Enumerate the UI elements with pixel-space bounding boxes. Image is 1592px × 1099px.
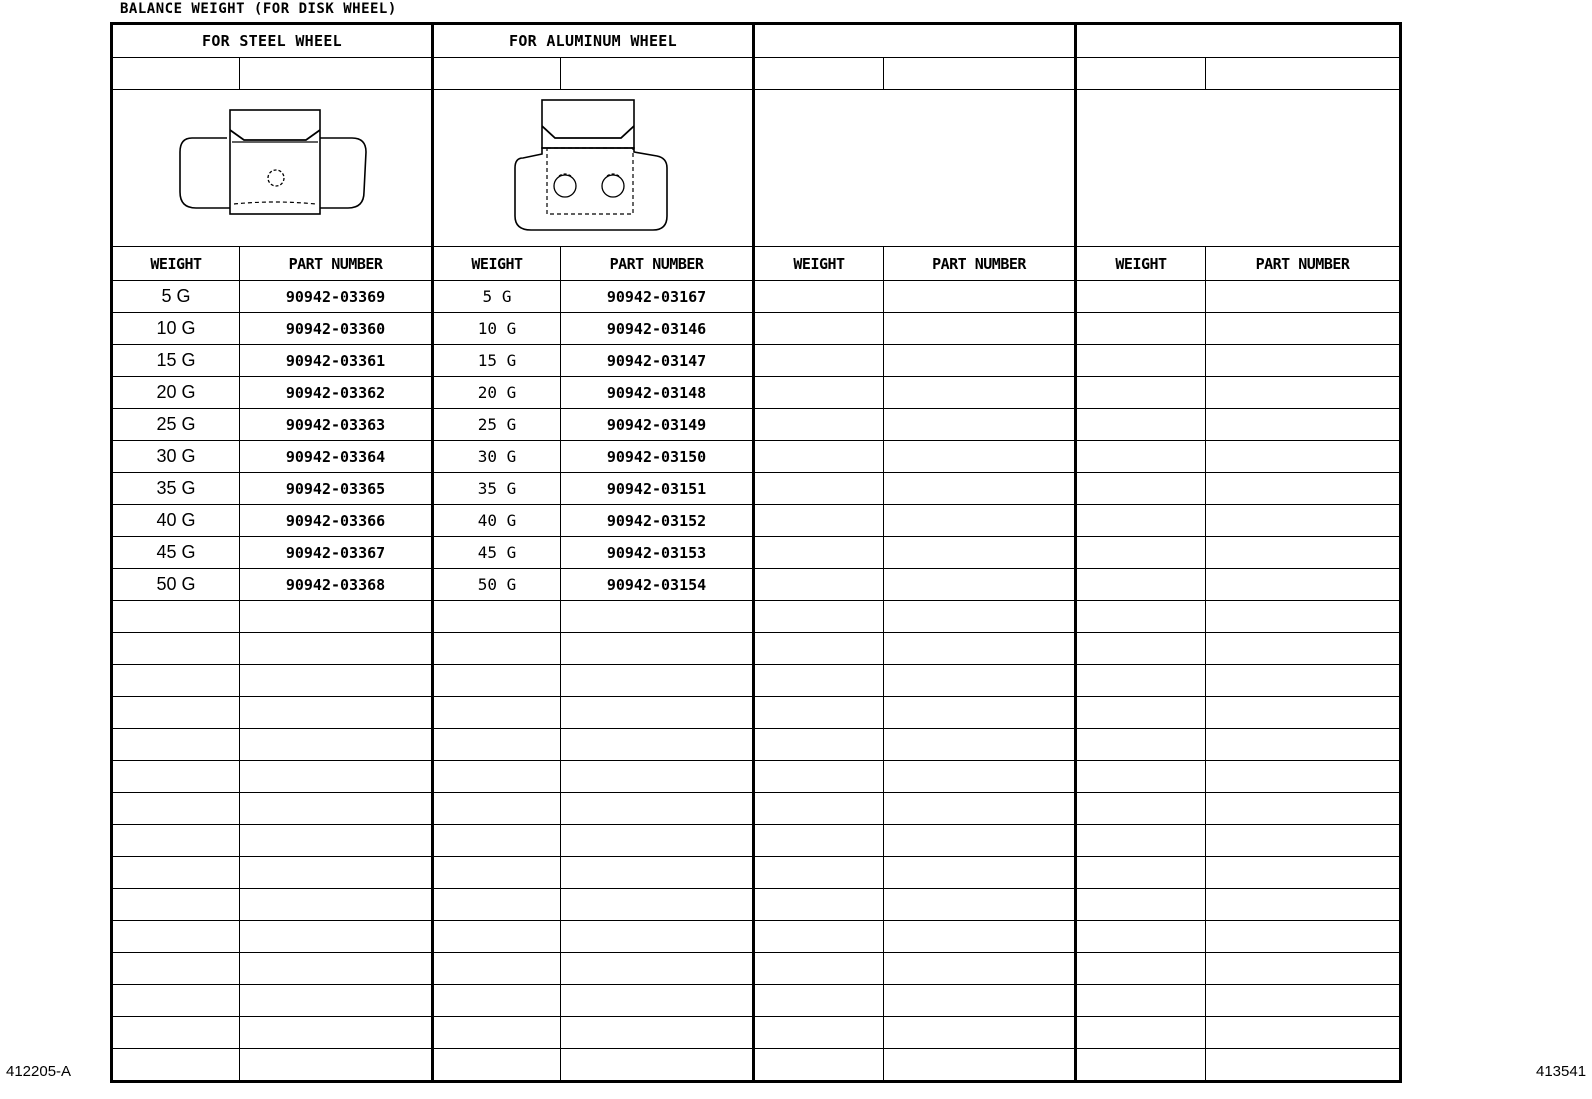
aluminum-figure-cell <box>433 90 754 247</box>
weight-cell <box>112 1049 240 1082</box>
part-number-cell <box>884 345 1076 377</box>
part-number-cell <box>884 697 1076 729</box>
group-title-steel: FOR STEEL WHEEL <box>112 24 433 58</box>
blank-cell <box>112 58 240 90</box>
document-title: BALANCE WEIGHT (FOR DISK WHEEL) <box>120 1 397 17</box>
part-number-cell <box>1206 377 1401 409</box>
group-title-4 <box>1076 24 1401 58</box>
part-number-cell <box>1206 665 1401 697</box>
weight-header: WEIGHT <box>112 247 240 281</box>
part-number-cell: 90942-03369 <box>240 281 433 313</box>
blank-cell <box>884 58 1076 90</box>
table-row <box>112 889 1401 921</box>
table-row <box>112 697 1401 729</box>
part-number-cell: 90942-03365 <box>240 473 433 505</box>
part-number-cell: 90942-03368 <box>240 569 433 601</box>
part-number-cell <box>884 409 1076 441</box>
part-number-cell <box>240 1017 433 1049</box>
part-number-cell <box>561 921 754 953</box>
weight-cell <box>754 633 884 665</box>
part-number-cell: 90942-03167 <box>561 281 754 313</box>
part-number-cell <box>1206 729 1401 761</box>
table-row <box>112 377 1401 409</box>
part-number-cell <box>240 857 433 889</box>
part-number-cell <box>561 601 754 633</box>
table-row <box>112 921 1401 953</box>
table-row <box>112 441 1401 473</box>
part-number-cell <box>884 889 1076 921</box>
table-row <box>112 409 1401 441</box>
weight-cell: 10 G <box>433 313 561 345</box>
weight-header: WEIGHT <box>754 247 884 281</box>
weight-cell <box>112 889 240 921</box>
weight-cell <box>112 633 240 665</box>
weight-cell: 5 G <box>112 281 240 313</box>
weight-cell <box>433 953 561 985</box>
part-number-cell <box>240 729 433 761</box>
weight-cell <box>433 985 561 1017</box>
part-number-cell <box>240 761 433 793</box>
weight-cell <box>112 665 240 697</box>
column-header-row <box>112 247 1401 281</box>
part-number-cell <box>1206 313 1401 345</box>
weight-cell <box>1076 953 1206 985</box>
part-number-cell <box>1206 889 1401 921</box>
part-number-cell <box>884 281 1076 313</box>
weight-cell <box>112 697 240 729</box>
weight-cell <box>1076 441 1206 473</box>
part-number-cell <box>884 505 1076 537</box>
weight-cell <box>1076 889 1206 921</box>
part-number-cell: 90942-03151 <box>561 473 754 505</box>
part-number-cell <box>561 1049 754 1082</box>
weight-cell <box>112 857 240 889</box>
weight-cell <box>754 889 884 921</box>
weight-cell <box>754 377 884 409</box>
blank-cell <box>1076 58 1206 90</box>
weight-cell <box>1076 761 1206 793</box>
weight-cell: 10 G <box>112 313 240 345</box>
part-number-cell <box>561 793 754 825</box>
table-row <box>112 985 1401 1017</box>
weight-cell <box>433 729 561 761</box>
table-row <box>112 505 1401 537</box>
weight-cell: 20 G <box>433 377 561 409</box>
weight-cell <box>754 569 884 601</box>
weight-cell <box>754 921 884 953</box>
weight-cell <box>433 921 561 953</box>
weight-cell <box>433 793 561 825</box>
part-number-cell: 90942-03150 <box>561 441 754 473</box>
table-row <box>112 1017 1401 1049</box>
table-row <box>112 473 1401 505</box>
part-number-cell <box>1206 985 1401 1017</box>
weight-cell <box>754 473 884 505</box>
weight-cell <box>433 1049 561 1082</box>
part-number-cell: 90942-03366 <box>240 505 433 537</box>
weight-cell <box>754 825 884 857</box>
blank-cell <box>240 58 433 90</box>
weight-cell <box>754 1049 884 1082</box>
part-number-cell <box>240 793 433 825</box>
part-number-cell <box>884 441 1076 473</box>
weight-cell <box>754 985 884 1017</box>
weight-cell <box>754 665 884 697</box>
weight-cell <box>433 665 561 697</box>
part-number-cell <box>240 601 433 633</box>
part-number-cell <box>240 1049 433 1082</box>
weight-cell <box>112 761 240 793</box>
part-number-cell: 90942-03364 <box>240 441 433 473</box>
weight-cell <box>433 825 561 857</box>
weight-cell <box>112 985 240 1017</box>
part-number-cell: 90942-03367 <box>240 537 433 569</box>
part-number-header: PART NUMBER <box>561 247 754 281</box>
weight-cell: 25 G <box>433 409 561 441</box>
part-number-cell <box>884 1017 1076 1049</box>
part-number-cell <box>884 473 1076 505</box>
part-number-cell <box>1206 409 1401 441</box>
part-number-cell <box>561 729 754 761</box>
weight-cell <box>754 409 884 441</box>
weight-cell <box>1076 729 1206 761</box>
table-row <box>112 345 1401 377</box>
part-number-header: PART NUMBER <box>240 247 433 281</box>
weight-cell <box>754 1017 884 1049</box>
part-number-cell <box>240 921 433 953</box>
weight-cell: 35 G <box>112 473 240 505</box>
part-number-cell: 90942-03148 <box>561 377 754 409</box>
weight-cell <box>754 953 884 985</box>
weight-cell <box>112 1017 240 1049</box>
weight-cell: 20 G <box>112 377 240 409</box>
weight-cell: 30 G <box>112 441 240 473</box>
weight-cell <box>433 1017 561 1049</box>
blank-cell <box>1206 58 1401 90</box>
weight-cell <box>1076 825 1206 857</box>
part-number-cell <box>561 889 754 921</box>
weight-cell <box>1076 793 1206 825</box>
steel-wheel-balance-weight-icon <box>172 108 372 228</box>
table-row <box>112 665 1401 697</box>
figure-row <box>112 90 1401 247</box>
part-number-cell <box>240 889 433 921</box>
part-number-cell <box>884 953 1076 985</box>
weight-cell <box>1076 697 1206 729</box>
group-title-3 <box>754 24 1076 58</box>
part-number-cell <box>1206 1049 1401 1082</box>
part-number-cell: 90942-03361 <box>240 345 433 377</box>
weight-cell <box>112 793 240 825</box>
weight-cell <box>433 889 561 921</box>
weight-cell <box>433 761 561 793</box>
part-number-cell <box>884 313 1076 345</box>
weight-cell <box>1076 1049 1206 1082</box>
table-row <box>112 633 1401 665</box>
weight-cell: 30 G <box>433 441 561 473</box>
figure-reference-right: 413541 <box>1536 1063 1587 1080</box>
weight-header: WEIGHT <box>433 247 561 281</box>
weight-cell <box>754 441 884 473</box>
part-number-cell <box>240 697 433 729</box>
table-row <box>112 857 1401 889</box>
part-number-cell <box>884 921 1076 953</box>
part-number-cell <box>240 825 433 857</box>
blank-subheader-row <box>112 58 1401 90</box>
weight-cell <box>754 729 884 761</box>
weight-cell <box>1076 345 1206 377</box>
weight-cell <box>1076 377 1206 409</box>
weight-cell <box>754 281 884 313</box>
part-number-cell <box>1206 697 1401 729</box>
weight-cell <box>754 313 884 345</box>
weight-cell: 45 G <box>112 537 240 569</box>
table-row <box>112 569 1401 601</box>
weight-cell <box>754 857 884 889</box>
table-row <box>112 793 1401 825</box>
weight-cell <box>112 921 240 953</box>
weight-cell <box>112 953 240 985</box>
table-row <box>112 729 1401 761</box>
table-row <box>112 761 1401 793</box>
part-number-cell <box>1206 1017 1401 1049</box>
group-title-aluminum: FOR ALUMINUM WHEEL <box>433 24 754 58</box>
table-row <box>112 1049 1401 1082</box>
weight-cell <box>1076 281 1206 313</box>
part-number-header: PART NUMBER <box>1206 247 1401 281</box>
weight-cell: 15 G <box>433 345 561 377</box>
part-number-cell <box>1206 441 1401 473</box>
aluminum-wheel-balance-weight-icon <box>503 98 683 238</box>
table-row <box>112 953 1401 985</box>
part-number-cell: 90942-03146 <box>561 313 754 345</box>
part-number-cell <box>561 1017 754 1049</box>
weight-cell <box>112 729 240 761</box>
part-number-cell <box>240 985 433 1017</box>
part-number-cell <box>884 1049 1076 1082</box>
part-number-cell <box>1206 825 1401 857</box>
figure-cell-4 <box>1076 90 1401 247</box>
part-number-cell <box>1206 953 1401 985</box>
weight-cell: 15 G <box>112 345 240 377</box>
part-number-cell <box>884 857 1076 889</box>
weight-cell: 40 G <box>112 505 240 537</box>
part-number-cell: 90942-03149 <box>561 409 754 441</box>
weight-cell <box>1076 569 1206 601</box>
weight-cell <box>433 697 561 729</box>
weight-cell <box>433 857 561 889</box>
weight-cell <box>754 697 884 729</box>
part-number-cell <box>1206 601 1401 633</box>
weight-header: WEIGHT <box>1076 247 1206 281</box>
part-number-cell <box>1206 633 1401 665</box>
table-row <box>112 313 1401 345</box>
table-row <box>112 825 1401 857</box>
weight-cell <box>1076 857 1206 889</box>
part-number-cell <box>561 665 754 697</box>
weight-cell: 40 G <box>433 505 561 537</box>
weight-cell: 50 G <box>433 569 561 601</box>
weight-cell <box>433 633 561 665</box>
weight-cell <box>1076 985 1206 1017</box>
balance-weight-table <box>110 22 1402 1083</box>
part-number-cell: 90942-03154 <box>561 569 754 601</box>
part-number-cell <box>884 569 1076 601</box>
weight-cell <box>754 601 884 633</box>
weight-cell <box>1076 473 1206 505</box>
part-number-cell <box>1206 857 1401 889</box>
part-number-cell <box>884 793 1076 825</box>
weight-cell <box>1076 537 1206 569</box>
weight-cell <box>1076 665 1206 697</box>
weight-cell <box>1076 633 1206 665</box>
part-number-cell <box>884 601 1076 633</box>
part-number-cell: 90942-03363 <box>240 409 433 441</box>
part-number-cell <box>884 665 1076 697</box>
part-number-cell <box>561 857 754 889</box>
weight-cell <box>112 601 240 633</box>
weight-cell <box>754 761 884 793</box>
part-number-cell: 90942-03360 <box>240 313 433 345</box>
table-row <box>112 281 1401 313</box>
part-number-cell <box>884 825 1076 857</box>
weight-cell <box>1076 601 1206 633</box>
part-number-cell <box>884 377 1076 409</box>
part-number-cell <box>884 985 1076 1017</box>
weight-cell: 35 G <box>433 473 561 505</box>
part-number-cell <box>240 633 433 665</box>
blank-cell <box>754 58 884 90</box>
weight-cell: 5 G <box>433 281 561 313</box>
part-number-cell <box>561 953 754 985</box>
part-number-cell <box>561 633 754 665</box>
part-number-cell <box>1206 505 1401 537</box>
part-number-cell <box>561 761 754 793</box>
weight-cell <box>1076 505 1206 537</box>
part-number-cell <box>561 825 754 857</box>
weight-cell: 45 G <box>433 537 561 569</box>
part-number-cell: 90942-03362 <box>240 377 433 409</box>
weight-cell <box>754 793 884 825</box>
part-number-cell <box>1206 569 1401 601</box>
part-number-cell <box>561 697 754 729</box>
weight-cell <box>1076 1017 1206 1049</box>
part-number-cell <box>1206 761 1401 793</box>
table-row <box>112 601 1401 633</box>
part-number-header: PART NUMBER <box>884 247 1076 281</box>
figure-reference-left: 412205-A <box>6 1063 72 1080</box>
steel-figure-cell <box>112 90 433 247</box>
part-number-cell: 90942-03153 <box>561 537 754 569</box>
group-title-row <box>112 24 1401 58</box>
weight-cell <box>754 345 884 377</box>
part-number-cell <box>1206 345 1401 377</box>
part-number-cell <box>1206 921 1401 953</box>
part-number-cell <box>884 729 1076 761</box>
figure-cell-3 <box>754 90 1076 247</box>
part-number-cell <box>240 953 433 985</box>
part-number-cell: 90942-03152 <box>561 505 754 537</box>
part-number-cell <box>1206 281 1401 313</box>
table-row <box>112 537 1401 569</box>
blank-cell <box>433 58 561 90</box>
weight-cell <box>433 601 561 633</box>
part-number-cell <box>240 665 433 697</box>
weight-cell <box>754 537 884 569</box>
part-number-cell: 90942-03147 <box>561 345 754 377</box>
part-number-cell <box>1206 537 1401 569</box>
weight-cell <box>754 505 884 537</box>
part-number-cell <box>1206 473 1401 505</box>
weight-cell <box>1076 409 1206 441</box>
part-number-cell <box>561 985 754 1017</box>
part-number-cell <box>1206 793 1401 825</box>
weight-cell: 25 G <box>112 409 240 441</box>
weight-cell: 50 G <box>112 569 240 601</box>
part-number-cell <box>884 633 1076 665</box>
blank-cell <box>561 58 754 90</box>
weight-cell <box>1076 313 1206 345</box>
weight-cell <box>1076 921 1206 953</box>
weight-cell <box>112 825 240 857</box>
part-number-cell <box>884 537 1076 569</box>
part-number-cell <box>884 761 1076 793</box>
